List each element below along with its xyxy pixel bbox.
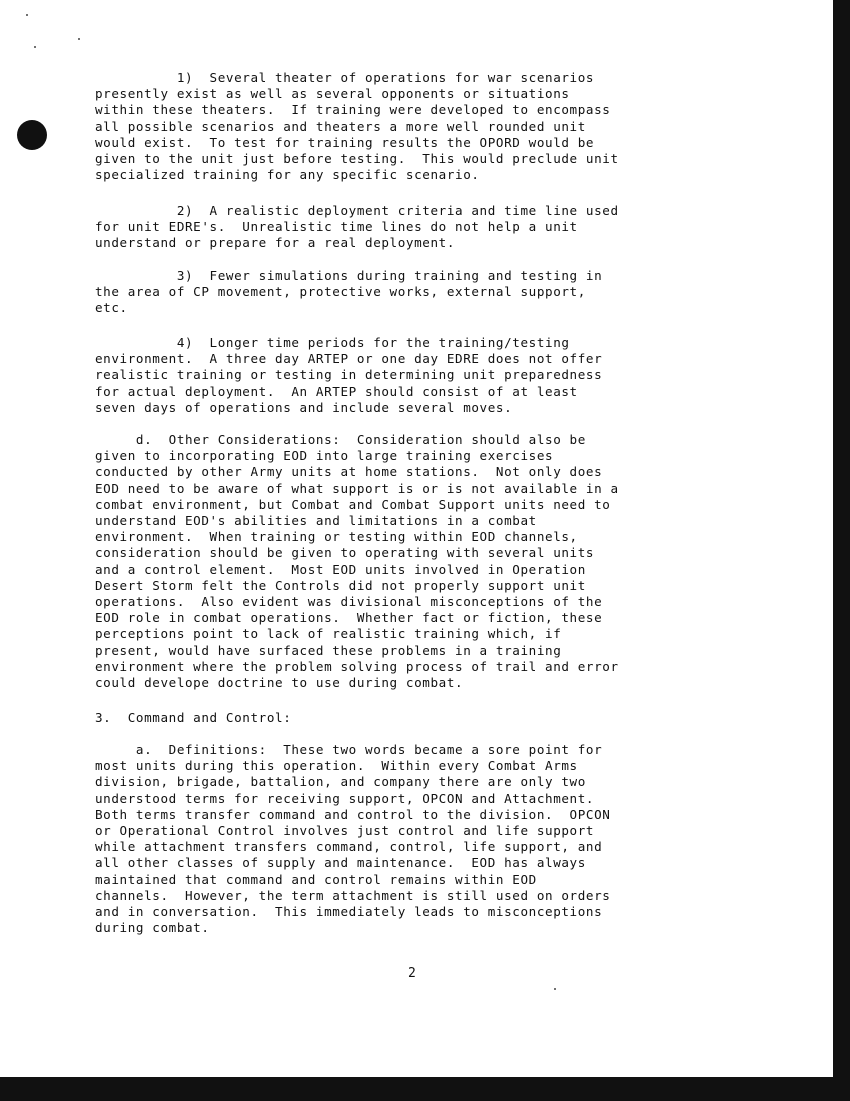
- scan-speck: [78, 38, 80, 40]
- paragraph-item-3: 3) Fewer simulations during training and testing in the area of CP movement, protective works, external support, etc.: [95, 268, 603, 316]
- paragraph-item-4: 4) Longer time periods for the training/testing environment. A three day ARTEP or one day EDRE does not offer realistic training or testing in determining unit preparedness for actual deployment. An ARTEP should consist of at least seven days of operations and include several moves.: [95, 335, 603, 415]
- scan-speck: [26, 14, 28, 16]
- section-heading-command-and-control: 3. Command and Control:: [95, 710, 292, 725]
- scan-speck: [554, 988, 556, 990]
- page-number: 2: [408, 966, 417, 981]
- scan-edge-right: [833, 0, 850, 1101]
- punch-hole: [17, 120, 47, 150]
- paragraph-item-2: 2) A realistic deployment criteria and time line used for unit EDRE's. Unrealistic time lines do not help a unit understand or prepare for a real deployment.: [95, 203, 619, 251]
- paragraph-item-1: 1) Several theater of operations for war scenarios presently exist as well as several opponents or situations within these theaters. If training were developed to encompass all possible scenarios and theaters a more well rounded unit would exist. To test for training results the OPORD would be given to the unit just before testing. This would preclude unit specialized training for any specific scenario.: [95, 70, 619, 183]
- paragraph-section-d: d. Other Considerations: Consideration should also be given to incorporating EOD into large training exercises conducted by other Army units at home stations. Not only does EOD need to be aware of what support is or is not available in a combat environment, but Combat and Combat Support units need to understand EOD's abilities and limitations in a combat environment. When training or testing within EOD channels, consideration should be given to operating with several units and a control element. Most EOD units involved in Operation Desert Storm felt the Controls did not properly support unit operations. Also evident was divisional misconceptions of the EOD role in combat operations. Whether fact or fiction, these perceptions point to lack of realistic training which, if present, would have surfaced these problems in a training environment where the problem solving process of trail and error could develope doctrine to use during combat.: [95, 432, 619, 691]
- scan-edge-bottom: [0, 1077, 850, 1101]
- scan-speck: [34, 46, 36, 48]
- paragraph-section-a: a. Definitions: These two words became a sore point for most units during this operation. Within every Combat Arms division, brigade, battalion, and company there are only two understood terms for receiving support, OPCON and Attachment. Both terms transfer command and control to the division. OPCON or Operational Control involves just control and life support while attachment transfers command, control, life support, and all other classes of supply and maintenance. EOD has always maintained that command and control remains within EOD channels. However, the term attachment is still used on orders and in conversation. This immediately leads to misconceptions during combat.: [95, 742, 611, 936]
